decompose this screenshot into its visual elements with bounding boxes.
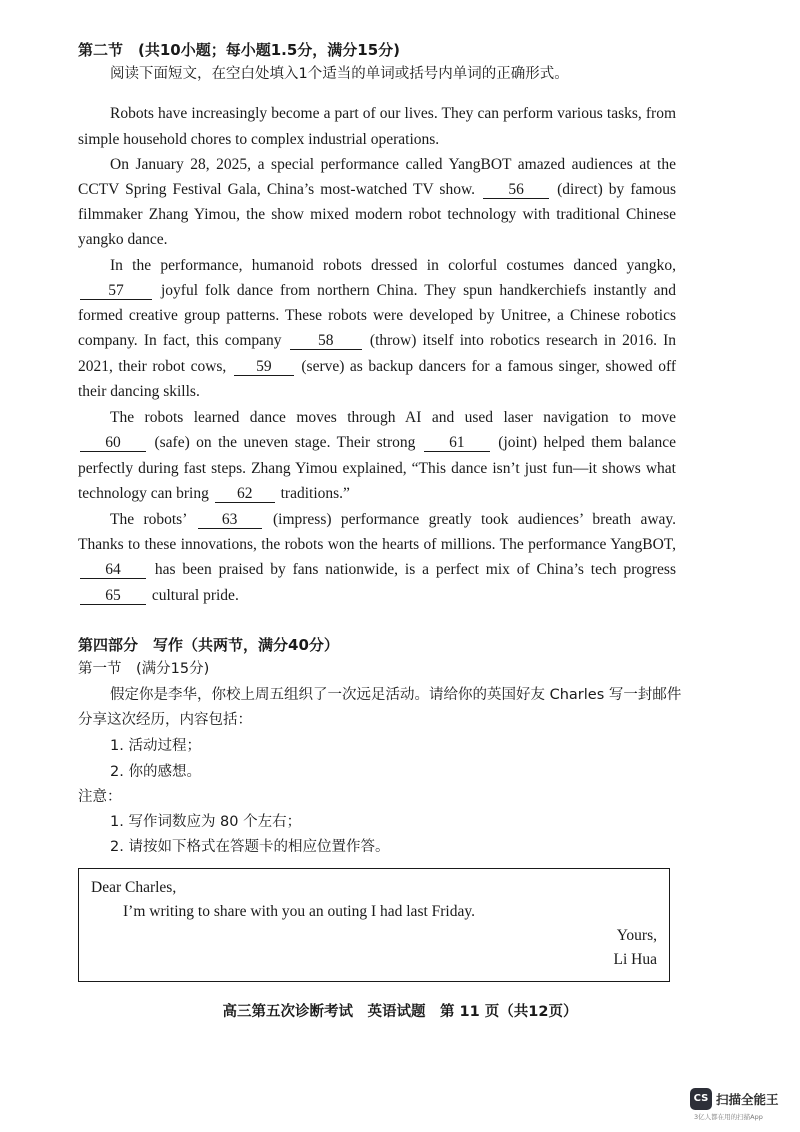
passage-p1-line1: Robots have increasingly become a part of our lives. They can perform various tasks, from xyxy=(110,105,676,122)
passage-p2-line4: yangko dance. xyxy=(78,231,168,248)
watermark-name: 扫描全能王 xyxy=(716,1092,779,1107)
passage-p5-line2: Thanks to these innovations, the robots won the hearts of millions. The performance YangBOT, xyxy=(78,536,676,553)
passage-p3-line1: In the performance, humanoid robots dressed in colorful costumes danced yangko, xyxy=(110,257,676,274)
passage-p2-line2 xyxy=(78,180,676,200)
prompt-item-2: 2. 你的感想。 xyxy=(110,764,201,780)
text: (throw) itself into robotics research in 2016. In xyxy=(369,332,677,349)
text: traditions.” xyxy=(280,485,350,502)
text: (direct) by famous xyxy=(557,181,676,198)
passage-p5-line1 xyxy=(110,510,676,530)
letter-signature: Li Hua xyxy=(613,951,657,968)
page-footer: 高三第五次诊断考试 英语试题 第 11 页（共12页） xyxy=(222,1004,578,1020)
letter-greeting: Dear Charles, xyxy=(91,879,177,896)
watermark-tagline: 3亿人都在用的扫描App xyxy=(694,1113,763,1121)
note-1: 1. 写作词数应为 80 个左右； xyxy=(110,814,302,830)
note-label: 注意： xyxy=(78,789,122,805)
text: CCTV Spring Festival Gala, China’s most-watched TV show. xyxy=(78,181,476,198)
part4-subheading: 第一节 (满分15分) xyxy=(78,661,210,677)
passage-p3-line4 xyxy=(78,331,676,351)
passage-p3-line2 xyxy=(78,281,676,301)
text: joyful folk dance from northern China. They spun handkerchiefs instantly and xyxy=(160,282,677,299)
blank-64: 64 xyxy=(80,562,146,579)
text: company. In fact, this company xyxy=(78,332,282,349)
text: (safe) on the uneven stage. Their strong xyxy=(154,434,416,451)
passage-p3-line6: their dancing skills. xyxy=(78,383,200,400)
text: 2021, their robot cows, xyxy=(78,358,227,375)
part4-heading: 第四部分 写作（共两节，满分40分） xyxy=(78,636,339,654)
blank-61: 61 xyxy=(424,435,490,452)
text: technology can bring xyxy=(78,485,209,502)
passage-p5-line3 xyxy=(78,560,676,580)
camscanner-logo-icon: CS xyxy=(690,1088,712,1110)
prompt-item-1: 1. 活动过程； xyxy=(110,738,201,754)
prompt-line1: 假定你是李华，你校上周五组织了一次远足活动。请给你的英国好友 Charles 写一封邮件 xyxy=(110,687,682,703)
scanner-watermark xyxy=(690,1088,786,1122)
letter-closing: Yours, xyxy=(616,927,657,944)
passage-p4-line1: The robots learned dance moves through AI and used laser navigation to move xyxy=(110,409,676,426)
blank-63: 63 xyxy=(198,512,262,529)
blank-62: 62 xyxy=(215,486,275,503)
letter-format-box xyxy=(78,868,670,982)
blank-56: 56 xyxy=(483,182,549,199)
text: (serve) as backup dancers for a famous singer, showed off xyxy=(301,358,677,375)
passage-p4-line2 xyxy=(78,433,676,453)
passage-p3-line3: formed creative group patterns. These robots were developed by Unitree, a Chinese robotics xyxy=(78,307,676,324)
passage-p5-line4 xyxy=(78,586,239,606)
passage-p3-line5 xyxy=(78,357,676,377)
blank-60: 60 xyxy=(80,435,146,452)
blank-58: 58 xyxy=(290,333,362,350)
text: The robots’ xyxy=(110,511,187,528)
passage-p2-line1: On January 28, 2025, a special performance called YangBOT amazed audiences at the xyxy=(110,156,676,173)
text: (joint) helped them balance xyxy=(498,434,677,451)
text: cultural pride. xyxy=(151,587,239,604)
passage-p1-line2: simple household chores to complex industrial operations. xyxy=(78,131,440,148)
text: (impress) performance greatly took audiences’ breath away. xyxy=(272,511,677,528)
blank-59: 59 xyxy=(234,359,294,376)
letter-opening: I’m writing to share with you an outing I had last Friday. xyxy=(123,903,475,920)
text: has been praised by fans nationwide, is a perfect mix of China’s tech progress xyxy=(154,561,677,578)
passage-p4-line3: perfectly during fast steps. Zhang Yimou explained, “This dance isn’t just fun—it shows what xyxy=(78,460,676,477)
passage-p2-line3: filmmaker Zhang Yimou, the show mixed modern robot technology with traditional Chinese xyxy=(78,206,676,223)
blank-57: 57 xyxy=(80,283,152,300)
section-heading: 第二节 (共10小题；每小题1.5分，满分15分) xyxy=(78,41,401,59)
note-2: 2. 请按如下格式在答题卡的相应位置作答。 xyxy=(110,839,390,855)
section-instruction: 阅读下面短文，在空白处填入1个适当的单词或括号内单词的正确形式。 xyxy=(110,66,569,82)
blank-65: 65 xyxy=(80,588,146,605)
prompt-line2: 分享这次经历，内容包括： xyxy=(78,712,252,728)
passage-p4-line4 xyxy=(78,484,350,504)
